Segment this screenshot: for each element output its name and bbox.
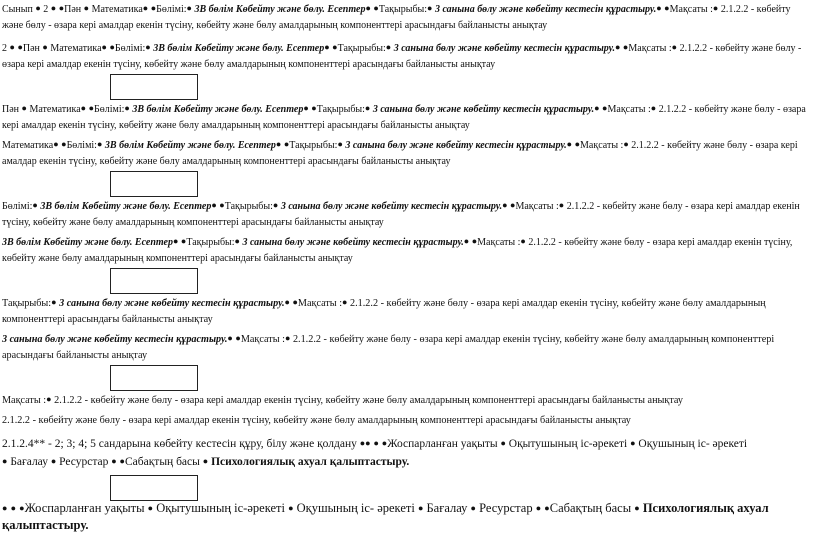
text-run: Тақырыбы:	[186, 237, 235, 248]
bullet-icon: ●	[365, 438, 371, 448]
text-run: Бөлімі:	[2, 201, 33, 212]
text-run: 2.1.2.2 - көбейту және бөлу - өзара кері амалдар екенін түсіну, көбейту және бөлу амалдарының компоненттері арасындағы байланысты анықтау	[2, 201, 800, 228]
bullet-icon: ●	[235, 333, 241, 343]
bullet-icon: ●	[80, 103, 87, 113]
bullet-icon: ●	[46, 394, 52, 404]
bullet-icon: ●	[602, 103, 608, 113]
text-run: 3В бөлім Көбейту және бөлу. Есептер	[104, 140, 276, 151]
bullet-icon: ●	[337, 139, 343, 149]
bullet-icon: ●	[111, 456, 117, 466]
text-run: Оқытушының іс-әрекеті	[156, 501, 285, 515]
bullet-icon: ●	[119, 456, 125, 466]
bullet-icon: ●	[219, 200, 225, 210]
text-run: 3В бөлім Көбейту және бөлу. Есептер	[40, 201, 212, 212]
bullet-icon: ●	[324, 42, 330, 52]
bullet-icon: ●	[227, 333, 233, 343]
text-run: Бағалау	[10, 456, 48, 468]
bullet-icon: ●	[417, 503, 424, 513]
bullet-icon: ●	[292, 297, 298, 307]
bullet-icon: ●	[101, 42, 107, 52]
text-run: Тақырыбы:	[289, 140, 338, 151]
text-run: 3 санына бөлу және көбейту кестесін құрастыру.	[280, 201, 503, 212]
bullet-icon: ●	[145, 42, 151, 52]
bullet-icon: ●	[373, 3, 379, 13]
bullet-icon: ●	[656, 3, 662, 13]
paragraph-7	[2, 294, 812, 328]
bullet-icon: ●	[53, 139, 59, 149]
paragraph-3	[2, 100, 812, 134]
bullet-icon: ●	[342, 297, 348, 307]
text-run: Мақсаты :	[607, 104, 651, 115]
paragraph-11	[2, 435, 812, 471]
text-run: Бағалау	[426, 501, 468, 515]
bullet-icon: ●	[622, 42, 629, 52]
text-run: 2.1.2.2 - көбейту және бөлу - өзара кері амалдар екенін түсіну, көбейту және бөлу амалдарының компоненттері арасындағы байланысты анықтау	[2, 334, 775, 361]
bullet-icon: ●	[234, 236, 240, 246]
bullet-icon: ●	[50, 456, 57, 466]
bullet-icon: ●	[88, 103, 95, 113]
text-run: Психологиялық ахуал қалыптастыру.	[2, 501, 769, 532]
empty-box-3	[110, 268, 198, 294]
text-run: 3 санына бөлу және көбейту кестесін құрастыру.	[393, 43, 615, 54]
text-run: 2.1.2.2 - көбейту және бөлу - өзара кері амалдар екенін түсіну, көбейту және бөлу амалдарының компоненттері арасындағы байланысты анықтау	[2, 43, 802, 70]
bullet-icon: ●	[150, 3, 157, 13]
text-run: Пән	[22, 43, 40, 54]
bullet-icon: ●	[614, 42, 621, 52]
bullet-icon: ●	[427, 3, 433, 13]
bullet-icon: ●	[124, 103, 130, 113]
bullet-icon: ●	[574, 139, 581, 149]
text-run: Математика	[50, 43, 102, 54]
empty-box-1	[110, 74, 198, 100]
paragraph-9	[2, 391, 812, 409]
paragraph-10	[2, 413, 812, 429]
text-run: Мақсаты :	[297, 298, 343, 309]
text-run: 3 санына бөлу және көбейту кестесін құрастыру.	[2, 334, 228, 345]
bullet-icon: ●	[544, 503, 550, 513]
bullet-icon: ●	[172, 236, 179, 246]
text-run: 2	[43, 4, 49, 15]
bullet-icon: ●	[332, 42, 338, 52]
paragraph-6	[2, 233, 812, 267]
bullet-icon: ●	[35, 3, 41, 13]
text-run: Тақырыбы:	[378, 4, 428, 15]
bullet-icon: ●	[2, 503, 8, 513]
bullet-icon: ●	[19, 503, 25, 513]
bullet-icon: ●	[664, 3, 670, 13]
empty-box-4	[110, 365, 198, 391]
bullet-icon: ●	[365, 3, 371, 13]
text-run: Мақсаты :	[477, 237, 521, 248]
bullet-icon: ●	[2, 456, 8, 466]
text-run: Мақсаты :	[240, 334, 285, 345]
paragraph-8	[2, 330, 812, 364]
text-run: Оқытушының іс-әрекеті	[508, 438, 628, 450]
text-run: 2.1.2.2 - көбейту және бөлу - өзара кері амалдар екенін түсіну, көбейту және бөлу амалдарының компоненттері арасындағы байланысты анықтау	[2, 4, 791, 31]
bullet-icon: ●	[594, 103, 600, 113]
paragraph-5	[2, 197, 812, 231]
bullet-icon: ●	[142, 3, 149, 13]
bullet-icon: ●	[303, 103, 309, 113]
text-run: - 2; 3; 4; 5 сандарына көбейту кестесін құру, білу және қолдану	[45, 438, 357, 450]
text-run: Бөлімі:	[94, 104, 125, 115]
paragraph-4	[2, 136, 812, 170]
text-run: Сабақтың басы	[549, 501, 632, 515]
text-run: Ресурстар	[479, 501, 533, 515]
bullet-icon: ●	[381, 438, 388, 448]
text-run: Тақырыбы:	[316, 104, 365, 115]
text-run: 3В бөлім Көбейту және бөлу. Есептер	[194, 4, 366, 15]
text-run: 2.1.2.2 - көбейту және бөлу - өзара кері амалдар екенін түсіну, көбейту және бөлу амалдарының компоненттері арасындағы байланысты анықтау	[2, 104, 806, 131]
bullet-icon: ●	[634, 503, 640, 513]
bullet-icon: ●	[61, 139, 67, 149]
text-run: 3 санына бөлу және көбейту кестесін құрастыру.	[59, 298, 285, 309]
bullet-icon: ●	[51, 297, 57, 307]
bullet-icon: ●	[373, 438, 379, 448]
bullet-icon: ●	[186, 3, 192, 13]
bullet-icon: ●	[471, 236, 478, 246]
bullet-icon: ●	[630, 438, 636, 448]
bullet-icon: ●	[10, 503, 16, 513]
bullet-icon: ●	[50, 3, 57, 13]
text-run: Психологиялық ахуал қалыптастыру.	[211, 456, 410, 468]
bullet-icon: ●	[96, 139, 103, 149]
text-run: Математика	[29, 104, 81, 115]
text-run: Пән	[2, 104, 20, 115]
bullet-icon: ●	[520, 236, 526, 246]
text-run: 2	[2, 43, 7, 54]
text-run: Бөлімі:	[114, 43, 146, 54]
bullet-icon: ●	[500, 438, 506, 448]
bullet-icon: ●	[17, 42, 23, 52]
text-run: Сабақтың басы	[124, 456, 200, 468]
empty-box-2	[110, 171, 198, 197]
bullet-icon: ●	[385, 42, 392, 52]
bullet-icon: ●	[284, 297, 290, 307]
bullet-icon: ●	[558, 200, 565, 210]
text-run: 3 санына бөлу және көбейту кестесін құрастыру.	[434, 4, 657, 15]
text-run: 2.1.2.2 - көбейту және бөлу - өзара кері амалдар екенін түсіну, көбейту және бөлу амалдарының компоненттері арасындағы байланысты анықтау	[54, 395, 683, 406]
empty-box-5	[110, 475, 198, 501]
text-run: Бөлімі:	[156, 4, 187, 15]
bullet-icon: ●	[623, 139, 629, 149]
bullet-icon: ●	[535, 503, 542, 513]
bullet-icon: ●	[21, 103, 27, 113]
text-run: 2.1.2.2 - көбейту және бөлу - өзара кері амалдар екенін түсіну, көбейту және бөлу амалдарының компоненттері арасындағы байланысты анықтау	[2, 237, 793, 264]
text-run: Жоспарланған уақыты	[24, 501, 145, 515]
text-run: 2.1.2.4**	[2, 438, 46, 450]
bullet-icon: ●	[147, 503, 154, 513]
text-run: 2.1.2.2 - көбейту және бөлу - өзара кері амалдар екенін түсіну, көбейту және бөлу амалдарының компоненттері арасындағы байланысты анықтау	[2, 140, 798, 167]
text-run: 3В бөлім Көбейту және бөлу. Есептер	[153, 43, 325, 54]
bullet-icon: ●	[364, 103, 371, 113]
text-run: Бөлімі:	[66, 140, 97, 151]
text-run: Математика	[2, 140, 54, 151]
text-run: Оқушының іс- әрекеті	[638, 438, 748, 450]
text-run: 3 санына бөлу және көбейту кестесін құрастыру.	[345, 140, 567, 151]
bullet-icon: ●	[42, 42, 48, 52]
bullet-icon: ●	[284, 333, 291, 343]
text-run: 3 санына бөлу және көбейту кестесін құрастыру.	[242, 237, 464, 248]
text-run: Математика	[91, 4, 143, 15]
bullet-icon: ●	[211, 200, 217, 210]
bullet-icon: ●	[288, 503, 294, 513]
bullet-icon: ●	[470, 503, 476, 513]
bullet-icon: ●	[32, 200, 38, 210]
bullet-icon: ●	[272, 200, 279, 210]
text-run: Оқушының іс- әрекеті	[296, 501, 415, 515]
bullet-icon: ●	[311, 103, 317, 113]
text-run: Мақсаты :	[2, 395, 47, 406]
text-run: Ресурстар	[59, 456, 109, 468]
text-run: Мақсаты :	[628, 43, 672, 54]
paragraph-2	[2, 39, 812, 73]
bullet-icon: ●	[712, 3, 719, 13]
bullet-icon: ●	[283, 139, 290, 149]
text-run: Жоспарланған уақыты	[387, 438, 498, 450]
text-run: Мақсаты :	[515, 201, 559, 212]
bullet-icon: ●	[359, 438, 366, 448]
text-run: Мақсаты :	[580, 140, 624, 151]
paragraph-1	[2, 0, 812, 34]
bullet-icon: ●	[83, 3, 90, 13]
paragraph-12	[2, 500, 812, 534]
text-run: Пән	[64, 4, 82, 15]
bullet-icon: ●	[9, 42, 15, 52]
bullet-icon: ●	[502, 200, 508, 210]
bullet-icon: ●	[463, 236, 470, 246]
bullet-icon: ●	[566, 139, 573, 149]
bullet-icon: ●	[109, 42, 115, 52]
text-run: 2.1.2.2 - көбейту және бөлу - өзара кері амалдар екенін түсіну, көбейту және бөлу амалдарының компоненттері арасындағы байланысты анықтау	[2, 415, 631, 426]
text-run: Тақырыбы:	[224, 201, 273, 212]
bullet-icon: ●	[510, 200, 516, 210]
bullet-icon: ●	[180, 236, 187, 246]
bullet-icon: ●	[202, 456, 209, 466]
text-run: 2.1.2.2 - көбейту және бөлу - өзара кері амалдар екенін түсіну, көбейту және бөлу амалдарының компоненттері арасындағы байланысты анықтау	[2, 298, 766, 325]
bullet-icon: ●	[671, 42, 678, 52]
text-run: Мақсаты :	[669, 4, 713, 15]
text-run: Сынып	[2, 4, 33, 15]
bullet-icon: ●	[275, 139, 282, 149]
text-run: 3В бөлім Көбейту және бөлу. Есептер	[132, 104, 304, 115]
bullet-icon: ●	[650, 103, 657, 113]
text-run: 3В бөлім Көбейту және бөлу. Есептер	[2, 237, 173, 248]
bullet-icon: ●	[58, 3, 65, 13]
text-run: Тақырыбы:	[2, 298, 52, 309]
text-run: Тақырыбы:	[337, 43, 386, 54]
text-run: 3 санына бөлу және көбейту кестесін құрастыру.	[372, 104, 595, 115]
